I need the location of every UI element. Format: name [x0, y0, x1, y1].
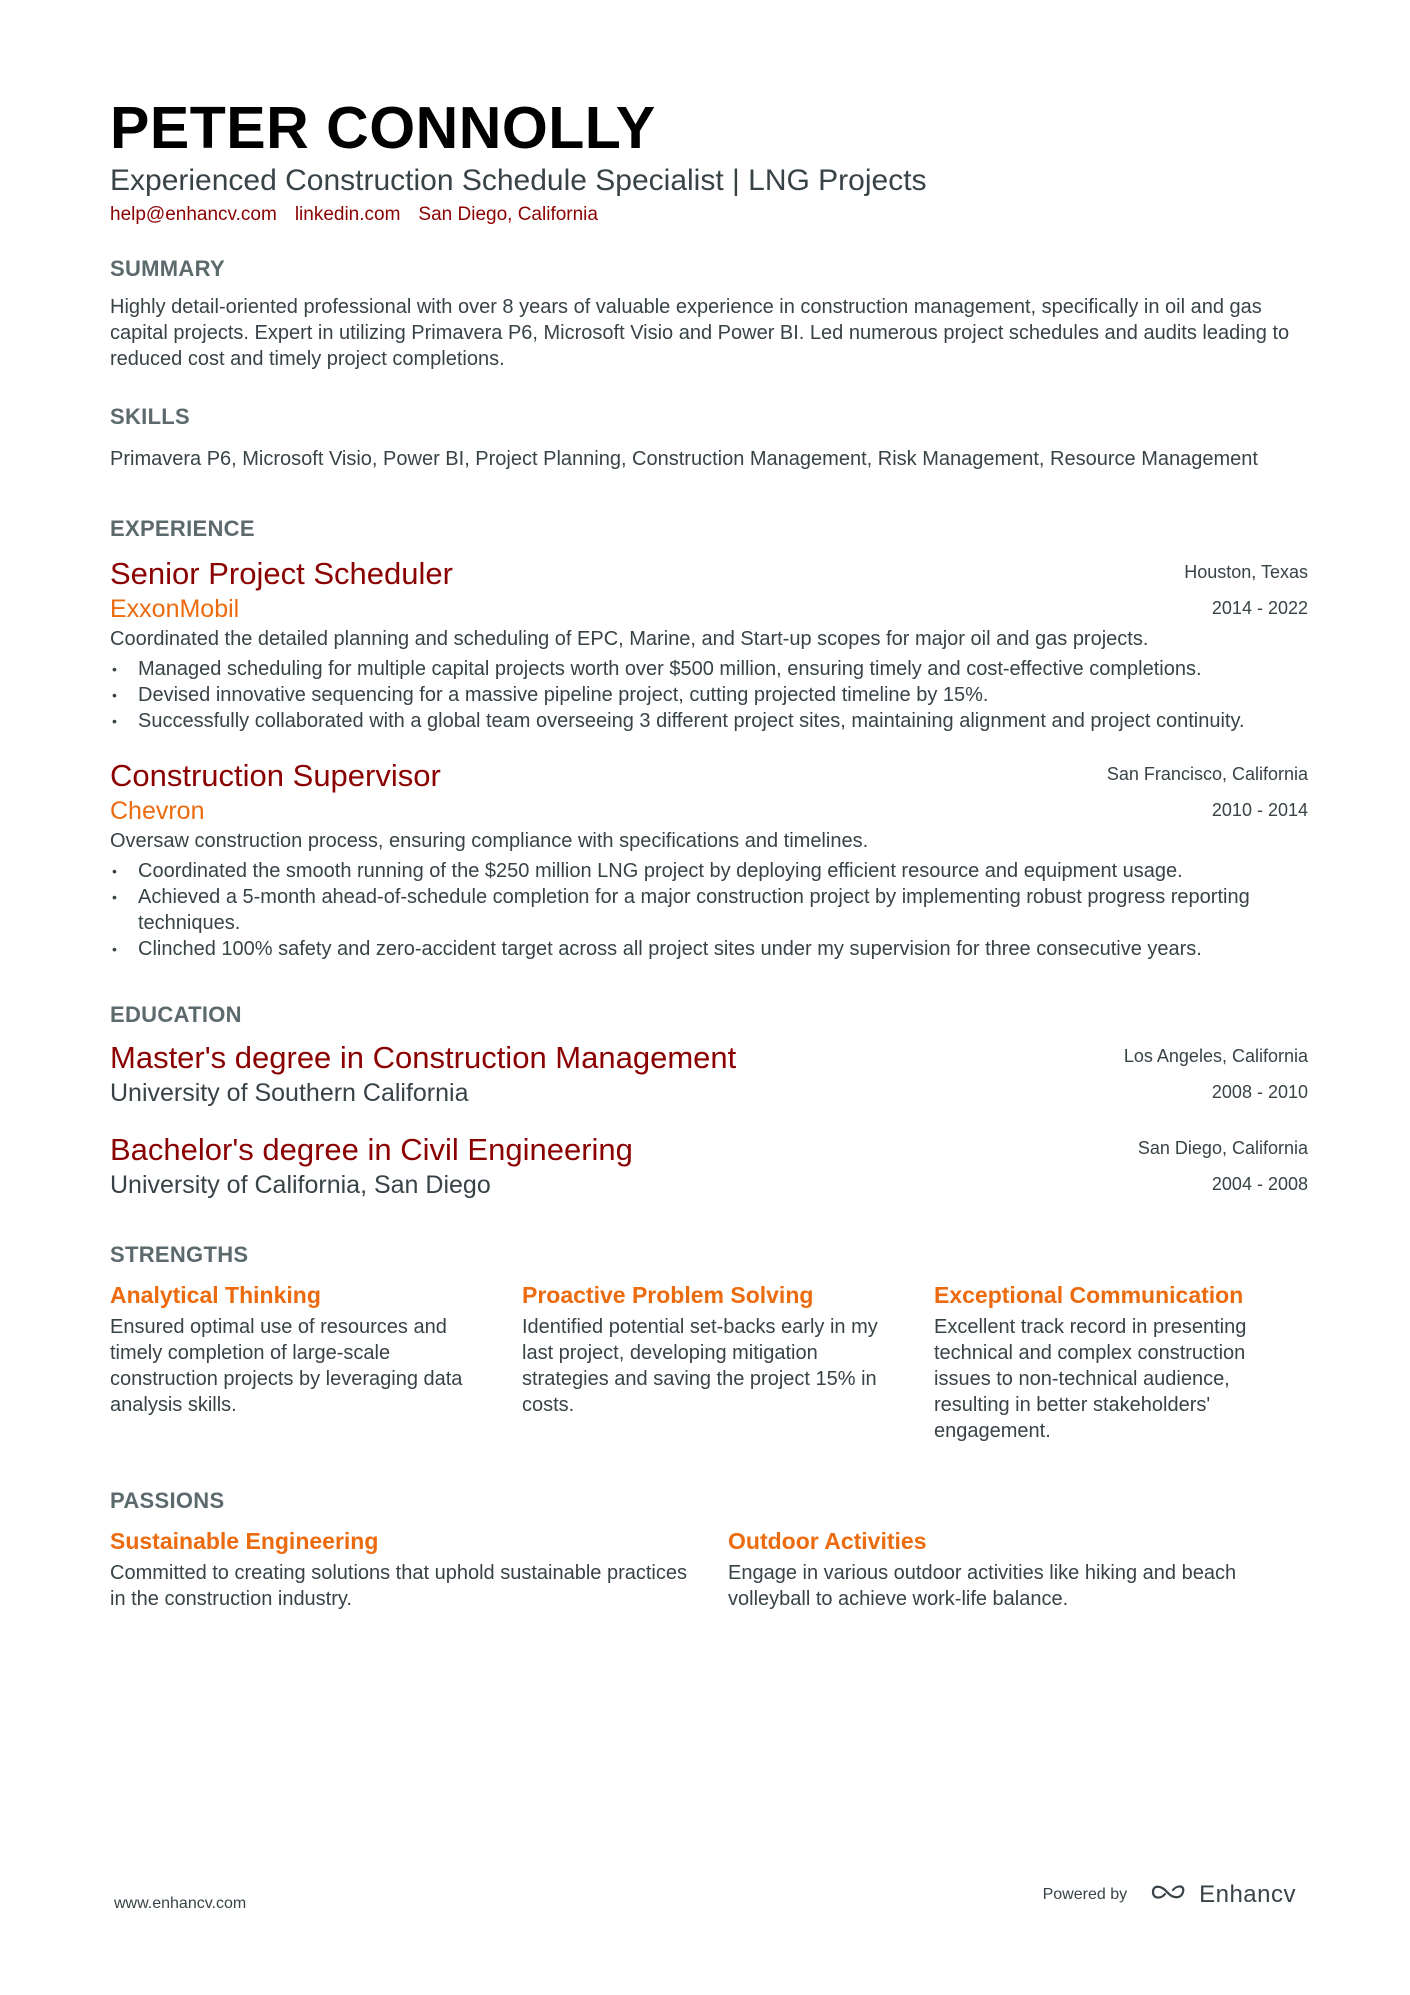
footer-branding: [1043, 1880, 1296, 1909]
strength-title: Proactive Problem Solving: [522, 1282, 814, 1308]
job-title: Senior Project Scheduler: [110, 556, 453, 591]
education-entry: [110, 1038, 1308, 1110]
strength-text: Excellent track record in presenting technical and complex construction issues to non-technical audience, resulting in better stakeholders' engagement.: [934, 1316, 1247, 1442]
job-location: Houston, Texas: [1184, 562, 1308, 582]
strength-text: Identified potential set-backs early in my last project, developing mitigation strategies and saving the project 15% in costs.: [522, 1316, 878, 1416]
resume-header: [110, 94, 1308, 228]
job-location: San Francisco, California: [1106, 764, 1308, 784]
strength-item: [934, 1280, 1306, 1444]
bullet-icon: •: [112, 863, 117, 879]
strength-text: Ensured optimal use of resources and timely completion of large-scale construction projects by leveraging data analysis skills.: [110, 1316, 463, 1416]
company-name: Chevron: [110, 797, 205, 825]
candidate-headline: Experienced Construction Schedule Specialist | LNG Projects: [110, 164, 927, 197]
strength-item: [522, 1280, 894, 1444]
achievement-item: • Successfully collaborated with a global team overseeing 3 different project sites, maintaining alignment and project continuity.: [112, 710, 1245, 732]
powered-by-label: Powered by: [1042, 1885, 1128, 1903]
footer-website[interactable]: www.enhancv.com: [114, 1895, 247, 1912]
achievement-item: • Clinched 100% safety and zero-accident target across all project sites under my supervision for three consecutive years.: [112, 938, 1202, 960]
brand-name: Enhancv: [1199, 1880, 1296, 1908]
bullet-icon: •: [112, 713, 117, 729]
resume-page: [110, 94, 1308, 1612]
bullet-icon: •: [112, 661, 117, 677]
strengths-section: [110, 1240, 1308, 1444]
degree-title: Bachelor's degree in Civil Engineering: [110, 1132, 633, 1167]
strength-title: Exceptional Communication: [934, 1282, 1244, 1308]
achievement-item: • Achieved a 5-month ahead-of-schedule completion for a major construction project by implementing robust progress reporting techniques.: [112, 886, 1250, 934]
bullet-icon: •: [112, 687, 117, 703]
strength-title: Analytical Thinking: [110, 1282, 321, 1308]
achievement-item: • Coordinated the smooth running of the $250 million LNG project by deploying efficient resource and equipment usage.: [112, 860, 1183, 882]
study-dates: 2008 - 2010: [1211, 1082, 1308, 1102]
section-title: PASSIONS: [110, 1488, 225, 1513]
contact-email[interactable]: help@enhancv.com: [110, 204, 277, 225]
achievement-list: [110, 858, 1308, 962]
contact-list: [110, 202, 1308, 228]
passion-item: [110, 1526, 690, 1612]
brand-logo[interactable]: [1149, 1880, 1296, 1909]
education-section: [110, 1000, 1308, 1202]
achievement-item: • Managed scheduling for multiple capital projects worth over $500 million, ensuring timely and cost-effective completions.: [112, 658, 1202, 680]
job-description: Oversaw construction process, ensuring compliance with specifications and timelines.: [110, 830, 869, 852]
section-title: SUMMARY: [110, 256, 225, 281]
job-dates: 2010 - 2014: [1211, 800, 1308, 820]
enhancv-logo-icon: [1149, 1880, 1189, 1909]
passion-title: Outdoor Activities: [728, 1528, 927, 1554]
job-dates: 2014 - 2022: [1211, 598, 1308, 618]
candidate-name: PETER CONNOLLY: [110, 95, 656, 161]
school-location: San Diego, California: [1137, 1138, 1308, 1158]
skills-text: Primavera P6, Microsoft Visio, Power BI, Project Planning, Construction Management, Risk Management, Resource Management: [110, 448, 1258, 470]
section-title: SKILLS: [110, 404, 191, 429]
section-title: EXPERIENCE: [110, 516, 255, 541]
school-location: Los Angeles, California: [1123, 1046, 1308, 1066]
job-description: Coordinated the detailed planning and scheduling of EPC, Marine, and Start-up scopes for major oil and gas projects.: [110, 628, 1149, 650]
job-title: Construction Supervisor: [110, 758, 441, 793]
passion-item: [728, 1526, 1308, 1612]
summary-text: Highly detail-oriented professional with over 8 years of valuable experience in construction management, specifically in oil and gas capital projects. Expert in utilizing Primavera P6, Microsoft Visio and Power BI. Led numerous project schedules and audits leading to reduced cost and timely project completions.: [110, 296, 1290, 370]
experience-section: [110, 514, 1308, 962]
achievement-item: • Devised innovative sequencing for a massive pipeline project, cutting projected timeline by 15%.: [112, 684, 989, 706]
school-name: University of Southern California: [110, 1079, 469, 1107]
contact-location: San Diego, California: [418, 204, 598, 225]
degree-title: Master's degree in Construction Management: [110, 1040, 737, 1075]
bullet-icon: •: [112, 889, 117, 905]
school-name: University of California, San Diego: [110, 1171, 491, 1199]
passion-text: Engage in various outdoor activities like hiking and beach volleyball to achieve work-life balance.: [728, 1562, 1237, 1610]
passion-text: Committed to creating solutions that uphold sustainable practices in the construction industry.: [110, 1562, 687, 1610]
strength-item: [110, 1280, 482, 1444]
study-dates: 2004 - 2008: [1211, 1174, 1308, 1194]
summary-section: [110, 254, 1308, 372]
education-entry: [110, 1130, 1308, 1202]
contact-linkedin[interactable]: linkedin.com: [294, 204, 401, 225]
achievement-list: [110, 656, 1308, 734]
passion-title: Sustainable Engineering: [110, 1528, 379, 1554]
bullet-icon: •: [112, 941, 117, 957]
section-title: EDUCATION: [110, 1002, 242, 1027]
section-title: STRENGTHS: [110, 1242, 249, 1267]
skills-section: [110, 402, 1308, 472]
experience-entry: [110, 756, 1308, 962]
experience-entry: [110, 554, 1308, 734]
company-name: ExxonMobil: [110, 595, 240, 623]
passions-section: [110, 1486, 1308, 1612]
